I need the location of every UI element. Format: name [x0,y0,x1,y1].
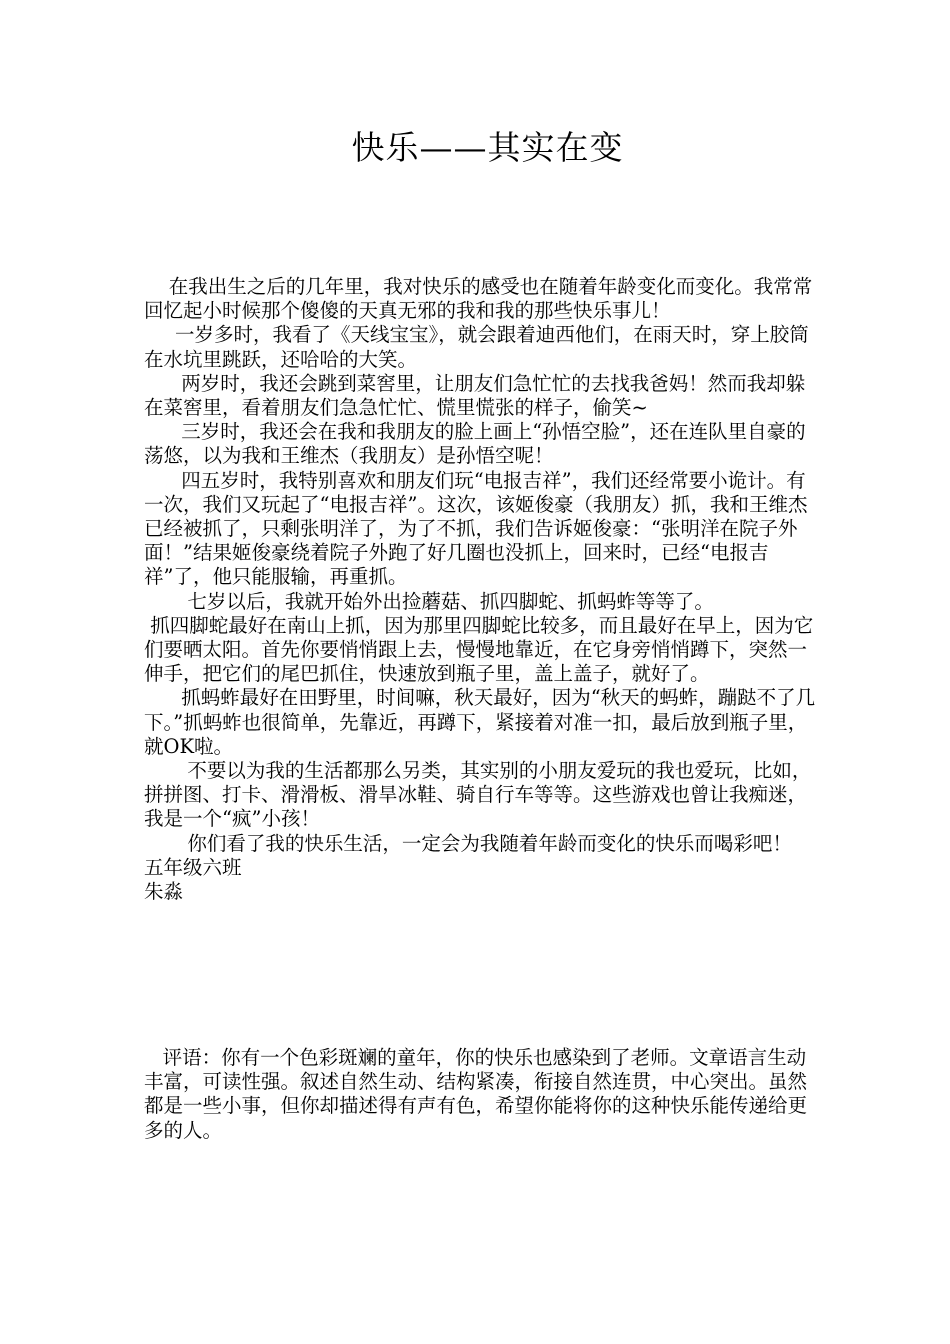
paragraph-age-three: 三岁时，我还会在我和我朋友的脸上画上“孙悟空脸”，还在连队里自豪的荡悠，以为我和王维杰（我朋友）是孙悟空呢！ [144,420,806,468]
paragraph-lizard: 抓四脚蛇最好在南山上抓，因为那里四脚蛇比较多，而且最好在早上，因为它们要晒太阳。首先你要悄悄跟上去，慢慢地靠近，在它身旁悄悄蹲下，突然一伸手，把它们的尾巴抓住，快速放到瓶子里，盖上盖子，就好了。 [144,613,814,686]
teacher-comment [144,1046,824,1143]
paragraph-grasshopper: 抓蚂蚱最好在田野里，时间嘛，秋天最好，因为“秋天的蚂蚱，蹦跶不了几下。”抓蚂蚱也很简单，先靠近，再蹲下，紧接着对准一扣，最后放到瓶子里，就OK啦。 [144,686,816,758]
paragraph-games: 不要以为我的生活都那么另类，其实别的小朋友爱玩的我也爱玩，比如，拼拼图、打卡、滑滑板、滑旱冰鞋、骑自行车等等。这些游戏也曾让我痴迷，我是一个“疯”小孩！ [144,759,812,831]
author-class: 五年级六班 [144,855,242,879]
paragraph-conclusion: 你们看了我的快乐生活，一定会为我随着年龄而变化的快乐而喝彩吧！ [144,831,792,855]
paragraph-age-one: 一岁多时，我看了《天线宝宝》，就会跟着迪西他们，在雨天时，穿上胶筒在水坑里跳跃，还哈哈的大笑。 [144,323,809,371]
essay-body [144,275,824,904]
paragraph-intro: 在我出生之后的几年里，我对快乐的感受也在随着年龄变化而变化。我常常回忆起小时候那个傻傻的天真无邪的我和我的那些快乐事儿！ [144,275,813,323]
document-title: 快乐——其实在变 [351,128,624,167]
paragraph-age-two: 两岁时，我还会跳到菜窖里，让朋友们急忙忙的去找我爸妈！然而我却躲在菜窖里，看着朋友们急急忙忙、慌里慌张的样子，偷笑~ [144,371,806,420]
teacher-comment-text: 评语：你有一个色彩斑斓的童年，你的快乐也感染到了老师。文章语言生动丰富，可读性强。叙述自然生动、结构紧凑，衔接自然连贯，中心突出。虽然都是一些小事，但你却描述得有声有色，希望你能将你的这种快乐能传递给更多的人。 [144,1046,808,1142]
paragraph-age-four-five: 四五岁时，我特别喜欢和朋友们玩“电报吉祥”，我们还经常要小诡计。有一次，我们又玩起了“电报吉祥”。这次，该姬俊豪（我朋友）抓，我和王维杰已经被抓了，只剩张明洋了，为了不抓，我们告诉姬俊豪：“张明洋在院子外面！”结果姬俊豪绕着院子外跑了好几圈也没抓上，回来时，已经“电报吉祥”了，他只能服输，再重抓。 [144,468,808,589]
paragraph-age-seven: 七岁以后，我就开始外出捡蘑菇、抓四脚蛇、抓蚂蚱等等了。 [144,589,714,613]
author-name: 朱淼 [144,880,184,904]
